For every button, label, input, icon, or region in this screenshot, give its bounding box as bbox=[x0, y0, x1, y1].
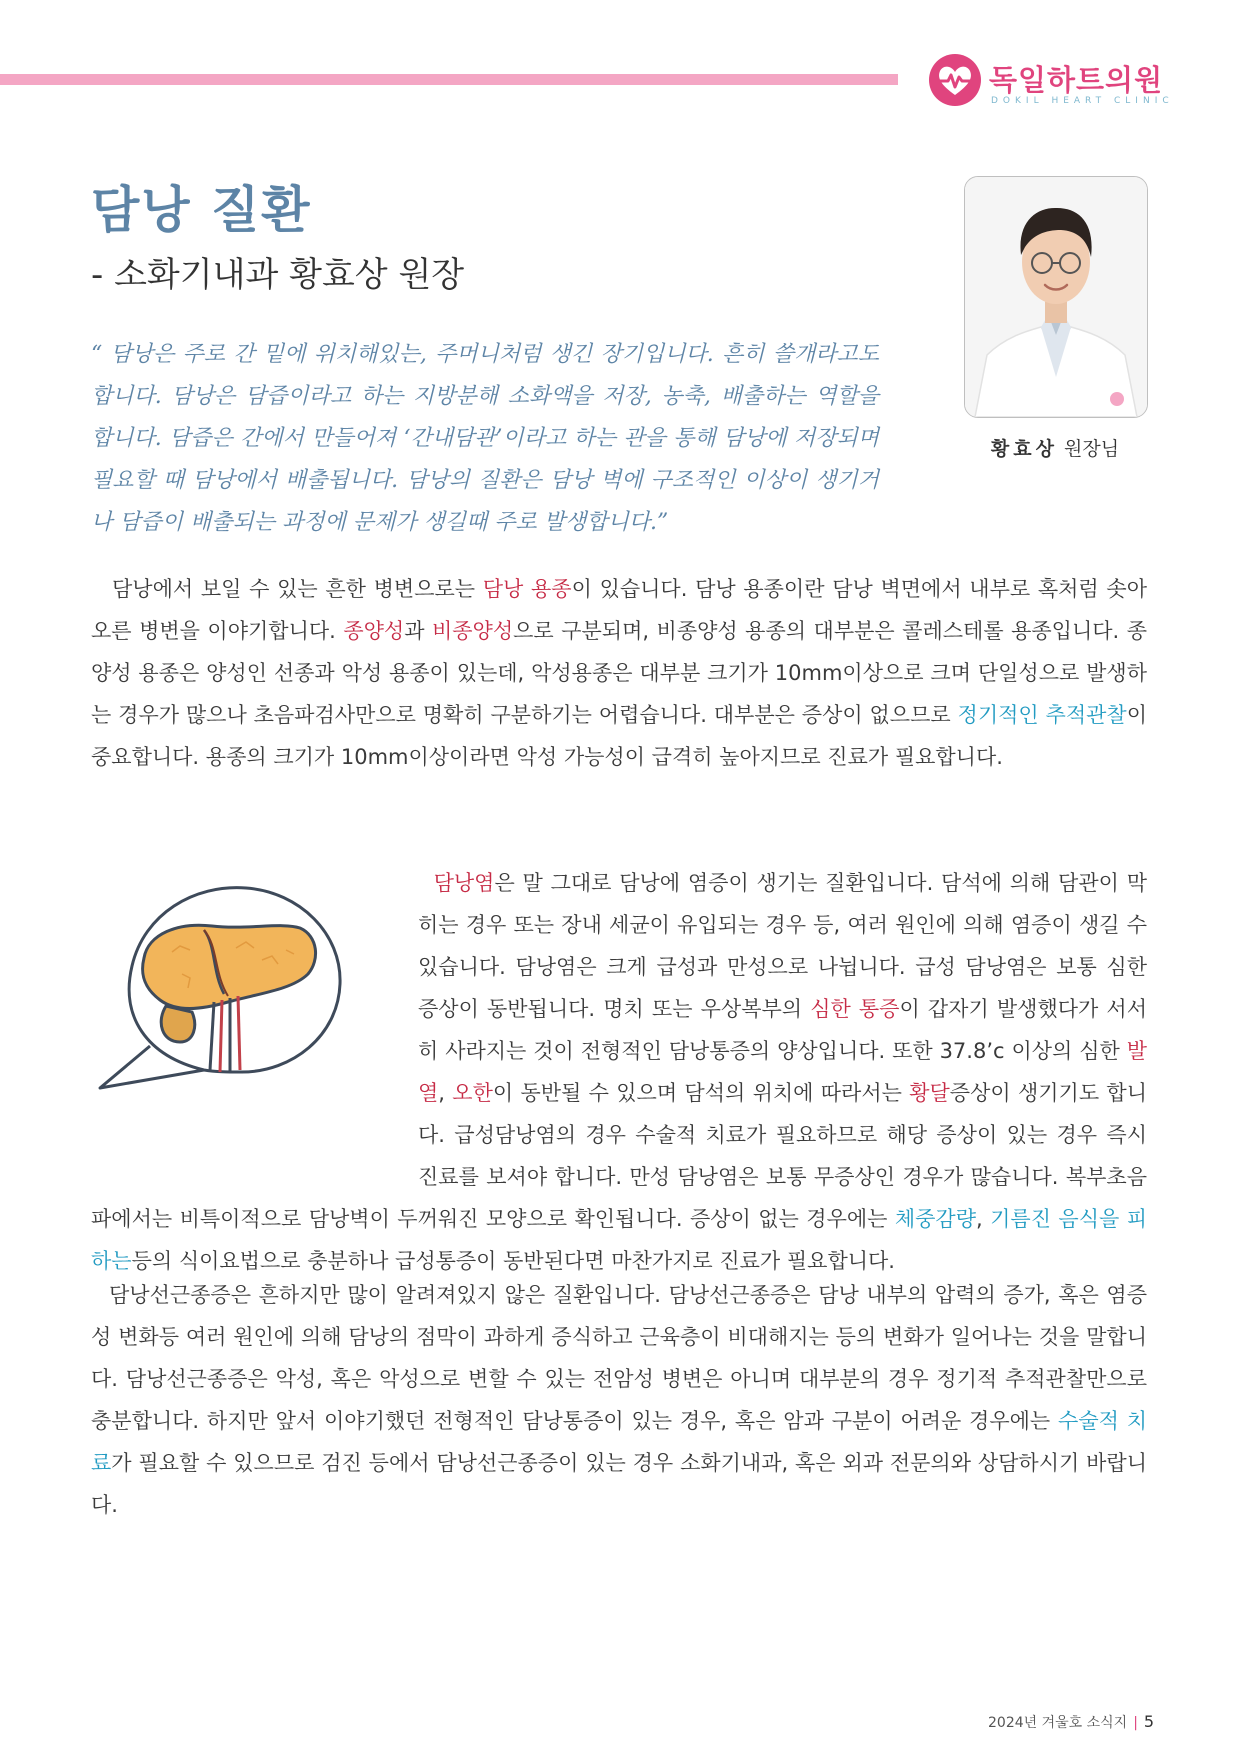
text: 은 말 그대로 담낭에 염증이 생기는 질환입니다. 담석에 의해 담관이 막히는 경우 또는 장내 세균이 유입되는 경우 등, 여러 원인에 의해 염증이 생길 수 있습니다. 담낭염은 크게 급성과 만성으로 나뉩니다. 급성 담낭염은 보통 심한 증상이 동반됩니다. 명치 또는 우상복부의 bbox=[418, 871, 1147, 1021]
doctor-title: 원장님 bbox=[1064, 438, 1120, 460]
text bbox=[418, 871, 434, 895]
text: 가 필요할 수 있으므로 검진 등에서 담낭선근종증이 있는 경우 소화기내과, 혹은 외과 전문의와 상담하시기 바랍니다. bbox=[91, 1451, 1147, 1517]
text: 담낭에서 보일 수 있는 흔한 병변으로는 bbox=[112, 577, 483, 601]
doctor-portrait-illustration bbox=[965, 177, 1147, 417]
page-footer bbox=[988, 1712, 1155, 1732]
logo-text: 독일하트의원 bbox=[989, 63, 1164, 97]
issue-label: 2024년 겨울호 소식지 bbox=[988, 1715, 1128, 1731]
footer-separator: | bbox=[1133, 1715, 1138, 1731]
paragraph-polyp bbox=[91, 568, 1147, 778]
text: 이 중요합니다. 용종의 크기가 10mm이상이라면 악성 가능성이 급격히 높아지므로 진료가 필요합니다. bbox=[91, 703, 1147, 769]
paragraph-adenomyomatosis bbox=[91, 1274, 1147, 1526]
highlight-fever: 발열 bbox=[418, 1039, 1147, 1105]
text: 과 bbox=[404, 619, 432, 643]
highlight-gallbladder-polyp: 담낭 용종 bbox=[482, 577, 572, 601]
doctor-name: 황효상 bbox=[990, 438, 1058, 460]
highlight-severe-pain: 심한 통증 bbox=[810, 997, 900, 1021]
highlight-jaundice: 황달 bbox=[909, 1081, 950, 1105]
heart-pulse-icon bbox=[927, 52, 983, 108]
page-subtitle: - 소화기내과 황효상 원장 bbox=[91, 255, 465, 295]
text: 이 갑자기 발생했다가 서서히 사라지는 것이 전형적인 담낭통증의 양상입니다. 또한 37.8’c 이상의 심한 bbox=[418, 997, 1147, 1063]
highlight-cholecystitis: 담낭염 bbox=[433, 871, 495, 895]
text: 이 있습니다. 담낭 용종이란 담낭 벽면에서 내부로 혹처럼 솟아오른 병변을 이야기합니다. bbox=[91, 577, 1147, 643]
doctor-portrait bbox=[964, 176, 1148, 418]
text: 증상이 생기기도 합니다. 급성담낭염의 경우 수술적 치료가 필요하므로 해당 증상이 있는 경우 즉시 진료를 보셔야 합니다. 만성 담낭염은 보통 무증상인 경우가 많습니다. 복부초음파에서는 비특이적으로 담낭벽이 두꺼워진 모양으로 확인됩니다. 증상이 없는 경우에는 bbox=[91, 1081, 1147, 1231]
doctor-caption bbox=[964, 434, 1146, 461]
text: 으로 구분되며, 비종양성 용종의 대부분은 콜레스테롤 용종입니다. 종양성 용종은 양성인 선종과 악성 용종이 있는데, 악성용종은 대부분 크기가 10mm이상으로 크며 단일성으로 발생하는 경우가 많으나 초음파검사만으로 명확히 구분하기는 어렵습니다. 대부분은 증상이 없으므로 bbox=[91, 619, 1147, 727]
highlight-regular-followup: 정기적인 추적관찰 bbox=[957, 703, 1127, 727]
text: 등의 식이요법으로 충분하나 급성통증이 동반된다면 마찬가지로 진료가 필요합니다. bbox=[131, 1249, 895, 1273]
highlight-neoplastic: 종양성 bbox=[343, 619, 405, 643]
illustration-spacer bbox=[91, 862, 418, 1164]
intro-quote: “ 담낭은 주로 간 밑에 위치해있는, 주머니처럼 생긴 장기입니다. 흔히 쓸개라고도 합니다. 담낭은 담즙이라고 하는 지방분해 소화액을 저장, 농축, 배출하는 역할을 합니다. 담즙은 간에서 만들어져 ‘간내담관’이라고 하는 관을 통해 담낭에 저장되며 필요할 때 담낭에서 배출됩니다. 담낭의 질환은 담낭 벽에 구조적인 이상이 생기거나 담즙이 배출되는 과정에 문제가 생길때 주로 발생합니다.” bbox=[91, 342, 879, 535]
highlight-surgical-treatment: 수술적 치료 bbox=[91, 1409, 1147, 1475]
highlight-non-neoplastic: 비종양성 bbox=[431, 619, 514, 643]
paragraph-cholecystitis bbox=[91, 862, 1147, 1282]
highlight-chills: 오한 bbox=[452, 1081, 493, 1105]
text: , bbox=[438, 1081, 453, 1105]
page-title: 담낭 질환 bbox=[91, 181, 312, 239]
logo-subtext: DOKIL HEART CLINIC bbox=[991, 96, 1174, 106]
clinic-logo[interactable] bbox=[927, 52, 1174, 112]
text: , bbox=[976, 1207, 991, 1231]
header-accent-bar bbox=[0, 74, 898, 85]
page-number: 5 bbox=[1143, 1712, 1155, 1731]
text: 담낭선근종증은 흔하지만 많이 알려져있지 않은 질환입니다. 담낭선근종증은 담낭 내부의 압력의 증가, 혹은 염증성 변화등 여러 원인에 의해 담낭의 점막이 과하게 증식하고 근육층이 비대해지는 등의 변화가 일어나는 것을 말합니다. 담낭선근종증은 악성, 혹은 악성으로 변할 수 있는 전암성 병변은 아니며 대부분의 경우 정기적 추적관찰만으로 충분합니다. 하지만 앞서 이야기했던 전형적인 담낭통증이 있는 경우, 혹은 암과 구분이 어려운 경우에는 bbox=[91, 1283, 1147, 1433]
text: 이 동반될 수 있으며 담석의 위치에 따라서는 bbox=[492, 1081, 910, 1105]
highlight-avoid-fatty-food: 기름진 음식을 피하는 bbox=[91, 1207, 1147, 1273]
highlight-weight-loss: 체중감량 bbox=[894, 1207, 977, 1231]
